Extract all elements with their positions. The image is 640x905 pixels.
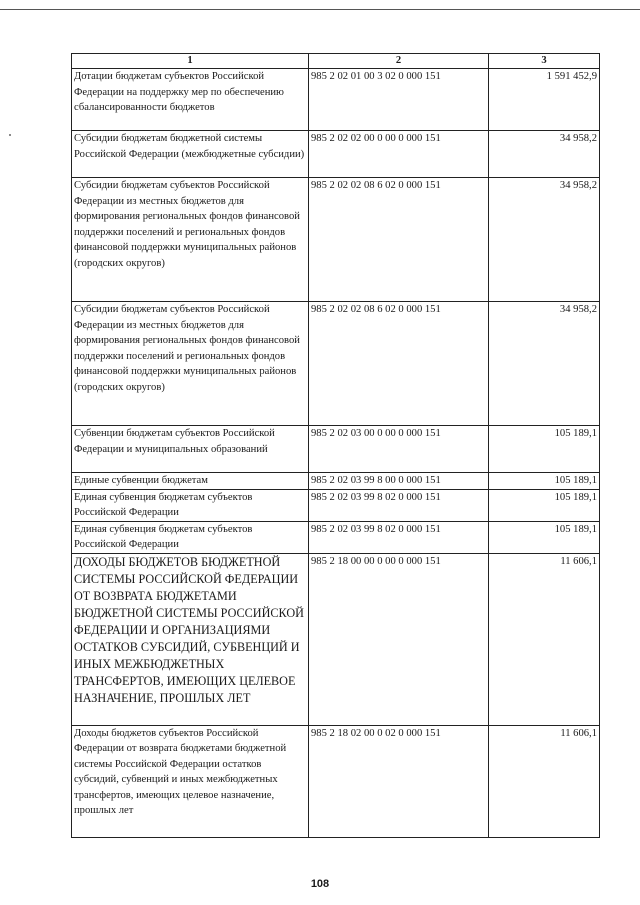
table-row xyxy=(72,725,600,837)
row-code: 985 2 02 03 99 8 02 0 000 151 xyxy=(309,489,489,521)
row-code: 985 2 02 02 08 6 02 0 000 151 xyxy=(309,302,489,426)
row-description: Доходы бюджетов субъектов Российской Федерации от возврата бюджетами бюджетной системы Российской Федерации остатков субсидий, субвенций и иных межбюджетных трансфертов, имеющих целевое назначение, прошлых лет xyxy=(72,725,309,837)
table-row xyxy=(72,131,600,178)
row-description: Единая субвенция бюджетам субъектов Российской Федерации xyxy=(72,489,309,521)
row-code: 985 2 02 03 00 0 00 0 000 151 xyxy=(309,426,489,473)
table-header-row xyxy=(72,54,600,69)
table-row xyxy=(72,69,600,131)
table-row xyxy=(72,302,600,426)
row-amount: 34 958,2 xyxy=(489,131,600,178)
row-amount: 34 958,2 xyxy=(489,178,600,302)
row-description: Субсидии бюджетам субъектов Российской Федерации из местных бюджетов для формирования региональных фондов финансовой поддержки поселений и региональных фондов финансовой поддержки муниципальных районов (городских округов) xyxy=(72,178,309,302)
table-row xyxy=(72,473,600,490)
row-amount: 1 591 452,9 xyxy=(489,69,600,131)
page-number: 108 xyxy=(310,878,330,890)
row-description: Единые субвенции бюджетам xyxy=(72,473,309,490)
column-header-1: 1 xyxy=(72,54,309,69)
row-amount: 11 606,1 xyxy=(489,725,600,837)
row-amount: 105 189,1 xyxy=(489,473,600,490)
row-description: Дотации бюджетам субъектов Российской Федерации на поддержку мер по обеспечению сбалансированности бюджетов xyxy=(72,69,309,131)
budget-revenue-table xyxy=(71,53,600,838)
top-rule xyxy=(0,9,640,10)
row-description: Субсидии бюджетам бюджетной системы Российской Федерации (межбюджетные субсидии) xyxy=(72,131,309,178)
row-description: Единая субвенция бюджетам субъектов Российской Федерации xyxy=(72,521,309,553)
row-code: 985 2 02 02 08 6 02 0 000 151 xyxy=(309,178,489,302)
table-row xyxy=(72,489,600,521)
row-code: 985 2 02 03 99 8 00 0 000 151 xyxy=(309,473,489,490)
row-amount: 34 958,2 xyxy=(489,302,600,426)
row-description: Субсидии бюджетам субъектов Российской Федерации из местных бюджетов для формирования региональных фондов финансовой поддержки поселений и региональных фондов финансовой поддержки муниципальных районов (городских округов) xyxy=(72,302,309,426)
row-amount: 11 606,1 xyxy=(489,553,600,725)
table-row xyxy=(72,178,600,302)
row-description: ДОХОДЫ БЮДЖЕТОВ БЮДЖЕТНОЙ СИСТЕМЫ РОССИЙСКОЙ ФЕДЕРАЦИИ ОТ ВОЗВРАТА БЮДЖЕТАМИ БЮДЖЕТНОЙ СИСТЕМЫ РОССИЙСКОЙ ФЕДЕРАЦИИ И ОРГАНИЗАЦИЯМИ ОСТАТКОВ СУБСИДИЙ, СУБВЕНЦИЙ И ИНЫХ МЕЖБЮДЖЕТНЫХ ТРАНСФЕРТОВ, ИМЕЮЩИХ ЦЕЛЕВОЕ НАЗНАЧЕНИЕ, ПРОШЛЫХ ЛЕТ xyxy=(72,553,309,725)
table-row xyxy=(72,553,600,725)
table-row xyxy=(72,521,600,553)
row-amount: 105 189,1 xyxy=(489,521,600,553)
row-amount: 105 189,1 xyxy=(489,426,600,473)
row-code: 985 2 02 03 99 8 02 0 000 151 xyxy=(309,521,489,553)
column-header-2: 2 xyxy=(309,54,489,69)
column-header-3: 3 xyxy=(489,54,600,69)
row-description: Субвенции бюджетам субъектов Российской Федерации и муниципальных образований xyxy=(72,426,309,473)
row-code: 985 2 18 00 00 0 00 0 000 151 xyxy=(309,553,489,725)
row-code: 985 2 18 02 00 0 02 0 000 151 xyxy=(309,725,489,837)
row-code: 985 2 02 02 00 0 00 0 000 151 xyxy=(309,131,489,178)
row-amount: 105 189,1 xyxy=(489,489,600,521)
table-row xyxy=(72,426,600,473)
scan-speck xyxy=(9,134,11,136)
row-code: 985 2 02 01 00 3 02 0 000 151 xyxy=(309,69,489,131)
